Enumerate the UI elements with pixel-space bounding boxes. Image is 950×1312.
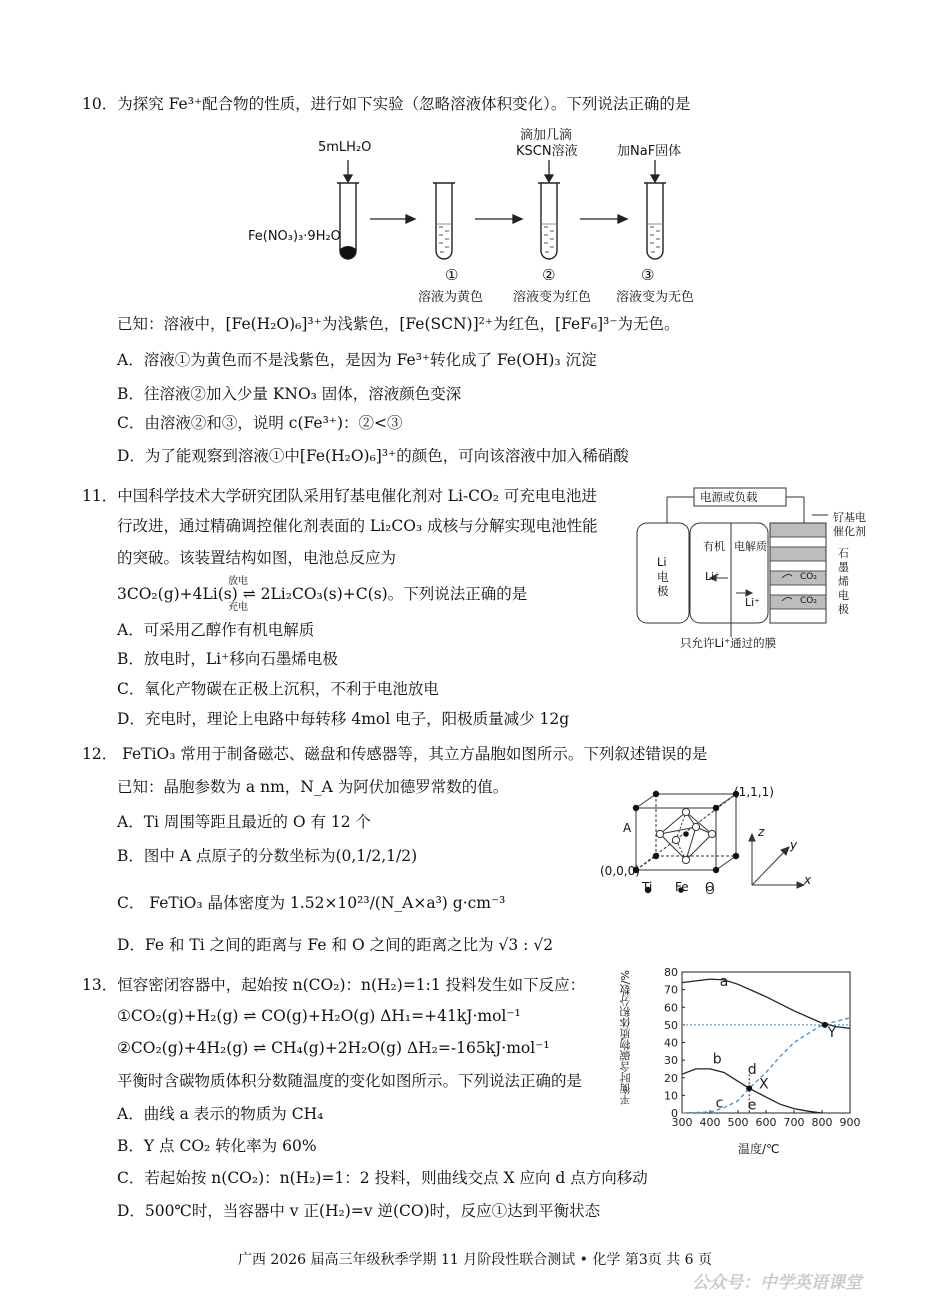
q11-stem-line-1: 11．中国科学技术大学研究团队采用钌基电催化剂对 Li-CO₂ 可充电电池进 xyxy=(82,487,597,505)
series-c xyxy=(682,1018,850,1113)
y-tick-label: 0 xyxy=(671,1107,678,1120)
li-electrode-label-2: 电 xyxy=(657,570,669,584)
q13-reaction-1: ①CO₂(g)+H₂(g) ⇌ CO(g)+H₂O(g) ΔH₁=+41kJ·mol⁻¹ xyxy=(117,1007,521,1025)
x-tick-label: 300 xyxy=(671,1116,693,1129)
q11-stem-line-3: 的突破。该装置结构如图，电池总反应为 xyxy=(117,549,397,567)
annotation-d: d xyxy=(747,1062,757,1079)
test-tube-3 xyxy=(644,183,666,259)
legend-fe: Fe xyxy=(675,880,689,894)
reagent-kscn-label-2: KSCN溶液 xyxy=(516,144,578,159)
q12-option-b: B．图中 A 点原子的分数坐标为(0,1/2,1/2) xyxy=(117,847,418,865)
y-tick-label: 40 xyxy=(664,1036,678,1050)
annotation-b: b xyxy=(712,1051,722,1068)
test-tube-start xyxy=(337,183,359,259)
legend-o: O xyxy=(705,880,715,894)
reagent-water-label: 5mLH₂O xyxy=(318,140,372,155)
annotation-Y: Y xyxy=(827,1025,837,1042)
x-tick-label: 700 xyxy=(783,1116,805,1129)
y-tick-label: 30 xyxy=(664,1054,678,1068)
q11-stem-line-4: 3CO₂(g)+4Li(s) ⇌ 2Li₂CO₃(s)+C(s)。下列说法正确的是 xyxy=(117,585,528,603)
co2-label-2: CO₂ xyxy=(800,596,817,606)
x-tick-label: 500 xyxy=(727,1116,749,1129)
tube-1-caption: 溶液为黄色 xyxy=(418,290,484,305)
y-tick-label: 10 xyxy=(664,1089,678,1103)
arrow-discharge-label: 放电 xyxy=(228,576,248,587)
point-a-label: A xyxy=(623,821,632,835)
graphene-label-5: 极 xyxy=(838,603,849,616)
q12-known: 已知：晶胞参数为 a nm，N_A 为阿伏加德罗常数的值。 xyxy=(117,778,509,796)
tube-3-number: ③ xyxy=(641,266,655,284)
q12-stem: 12． FeTiO₃ 常用于制备磁芯、磁盘和传感器等，其立方晶胞如图所示。下列叙述错误的是 xyxy=(82,745,708,763)
li-ion-label-1: Li⁺ xyxy=(705,570,720,583)
q10-option-d: D．为了能观察到溶液①中[Fe(H₂O)₆]³⁺的颜色，可向该溶液中加入稀硝酸 xyxy=(117,447,629,465)
q13-option-d: D．500℃时，当容器中 v 正(H₂)=v 逆(CO)时，反应①达到平衡状态 xyxy=(117,1202,601,1220)
annotation-X: X xyxy=(759,1076,769,1093)
reagent-naf-label: 加NaF固体 xyxy=(617,144,682,159)
q11-option-d: D．充电时，理论上电路中每转移 4mol 电子，阳极质量减少 12g xyxy=(117,710,570,728)
equilibrium-chart xyxy=(630,962,860,1152)
q12-option-c: C． FeTiO₃ 晶体密度为 1.52×10²³/(N_A×a³) g·cm⁻³ xyxy=(117,894,506,912)
x-tick-label: 400 xyxy=(699,1116,721,1129)
graphene-label-1: 石 xyxy=(838,547,849,560)
corner-top-label: (1,1,1) xyxy=(734,785,774,799)
test-tube-1 xyxy=(433,183,455,259)
q13-option-a: A．曲线 a 表示的物质为 CH₄ xyxy=(117,1105,324,1123)
graphene-label-4: 电 xyxy=(838,589,849,602)
q13-reaction-2: ②CO₂(g)+4H₂(g) ⇌ CH₄(g)+2H₂O(g) ΔH₂=-165kJ·mol⁻¹ xyxy=(117,1039,550,1057)
annotation-e: e xyxy=(747,1097,757,1114)
q10-stem: 10．为探究 Fe³⁺配合物的性质，进行如下实验（忽略溶液体积变化）。下列说法正确的是 xyxy=(82,95,691,113)
li-electrode-label-1: Li xyxy=(657,555,667,569)
chart-ticks xyxy=(664,966,861,1129)
graphene-label-2: 墨 xyxy=(838,561,849,574)
q13-option-c: C．若起始按 n(CO₂)：n(H₂)=1：2 投料，则曲线交点 X 应向 d 点方向移动 xyxy=(117,1169,648,1187)
y-tick-label: 60 xyxy=(664,1001,678,1015)
y-tick-label: 80 xyxy=(664,966,678,979)
y-tick-label: 20 xyxy=(664,1071,678,1085)
chart-series xyxy=(682,979,850,1113)
q10-apparatus xyxy=(330,155,690,275)
corner-origin-label: (0,0,0) xyxy=(600,864,640,878)
q11-stem-line-2: 行改进，通过精确调控催化剂表面的 Li₂CO₃ 成核与分解实现电池性能 xyxy=(117,517,598,535)
tube-2-caption: 溶液变为红色 xyxy=(513,290,592,305)
axis-x-label: x xyxy=(804,873,812,887)
organic-label: 有机 xyxy=(703,540,725,553)
q11-option-b: B．放电时，Li⁺移向石墨烯电极 xyxy=(117,650,338,668)
legend-ti: Ti xyxy=(642,880,653,894)
co2-label-1: CO₂ xyxy=(800,572,817,582)
q11-option-a: A．可采用乙醇作有机电解质 xyxy=(117,621,315,639)
q10-option-c: C．由溶液②和③，说明 c(Fe³⁺)：②<③ xyxy=(117,414,403,432)
x-tick-label: 900 xyxy=(839,1116,861,1129)
chart-xlabel: 温度/℃ xyxy=(738,1142,780,1156)
q12-option-d: D．Fe 和 Ti 之间的距离与 Fe 和 O 之间的距离之比为 √3 : √2 xyxy=(117,936,554,954)
annotation-a: a xyxy=(719,974,729,991)
q13-line-3: 平衡时含碳物质体积分数随温度的变化如图所示。下列说法正确的是 xyxy=(117,1072,583,1090)
q12-option-a: A．Ti 周围等距且最近的 O 有 12 个 xyxy=(117,813,372,831)
chart-annotations xyxy=(713,974,837,1113)
q11-option-c: C．氧化产物碳在正极上沉积，不利于电池放电 xyxy=(117,680,439,698)
q13-stem: 13．恒容密闭容器中，起始按 n(CO₂)：n(H₂)=1:1 投料发生如下反应： xyxy=(82,976,586,994)
q10-known: 已知：溶液中，[Fe(H₂O)₆]³⁺为浅紫色，[Fe(SCN)]²⁺为红色，[FeF₆]³⁻为无色。 xyxy=(117,315,680,333)
axis-z-label: z xyxy=(758,825,765,839)
solid-label: Fe(NO₃)₃·9H₂O xyxy=(248,229,341,244)
q10-option-b: B．往溶液②加入少量 KNO₃ 固体，溶液颜色变深 xyxy=(117,385,462,403)
point-X xyxy=(746,1085,752,1091)
q10-option-a: A．溶液①为黄色而不是浅紫色，是因为 Fe³⁺转化成了 Fe(OH)₃ 沉淀 xyxy=(117,351,597,369)
series-a xyxy=(682,979,850,1028)
li-electrode-label-3: 极 xyxy=(657,584,669,598)
li-ion-label-2: Li⁺ xyxy=(745,596,760,609)
electrolyte-label: 电解质 xyxy=(734,540,767,553)
tube-2-number: ② xyxy=(542,266,556,284)
catalyst-label-2: 催化剂 xyxy=(833,525,866,538)
y-tick-label: 50 xyxy=(664,1018,678,1032)
x-tick-label: 600 xyxy=(755,1116,777,1129)
arrow-charge-label: 充电 xyxy=(228,602,248,613)
y-tick-label: 70 xyxy=(664,983,678,997)
watermark: 公众号：中学英语课堂 xyxy=(692,1273,862,1293)
tube-1-number: ① xyxy=(445,266,459,284)
power-load-label: 电源或负载 xyxy=(700,490,758,504)
annotation-c: c xyxy=(715,1095,724,1112)
chart-ylabel: 平衡时含碳物质体积分数/% xyxy=(619,970,632,1106)
membrane-label: 只允许Li⁺通过的膜 xyxy=(680,636,777,650)
q13-option-b: B．Y 点 CO₂ 转化率为 60% xyxy=(117,1137,317,1155)
x-tick-label: 800 xyxy=(811,1116,833,1129)
catalyst-label-1: 钌基电 xyxy=(833,511,866,524)
axis-y-label: y xyxy=(790,838,798,852)
reagent-kscn-label-1: 滴加几滴 xyxy=(520,128,573,143)
graphene-label-3: 烯 xyxy=(838,575,849,588)
tube-3-caption: 溶液变为无色 xyxy=(616,290,695,305)
test-tube-2 xyxy=(538,183,560,259)
page-footer: 广西 2026 届高三年级秋季学期 11 月阶段性联合测试 • 化学 第3页 共 6 页 xyxy=(237,1252,713,1268)
